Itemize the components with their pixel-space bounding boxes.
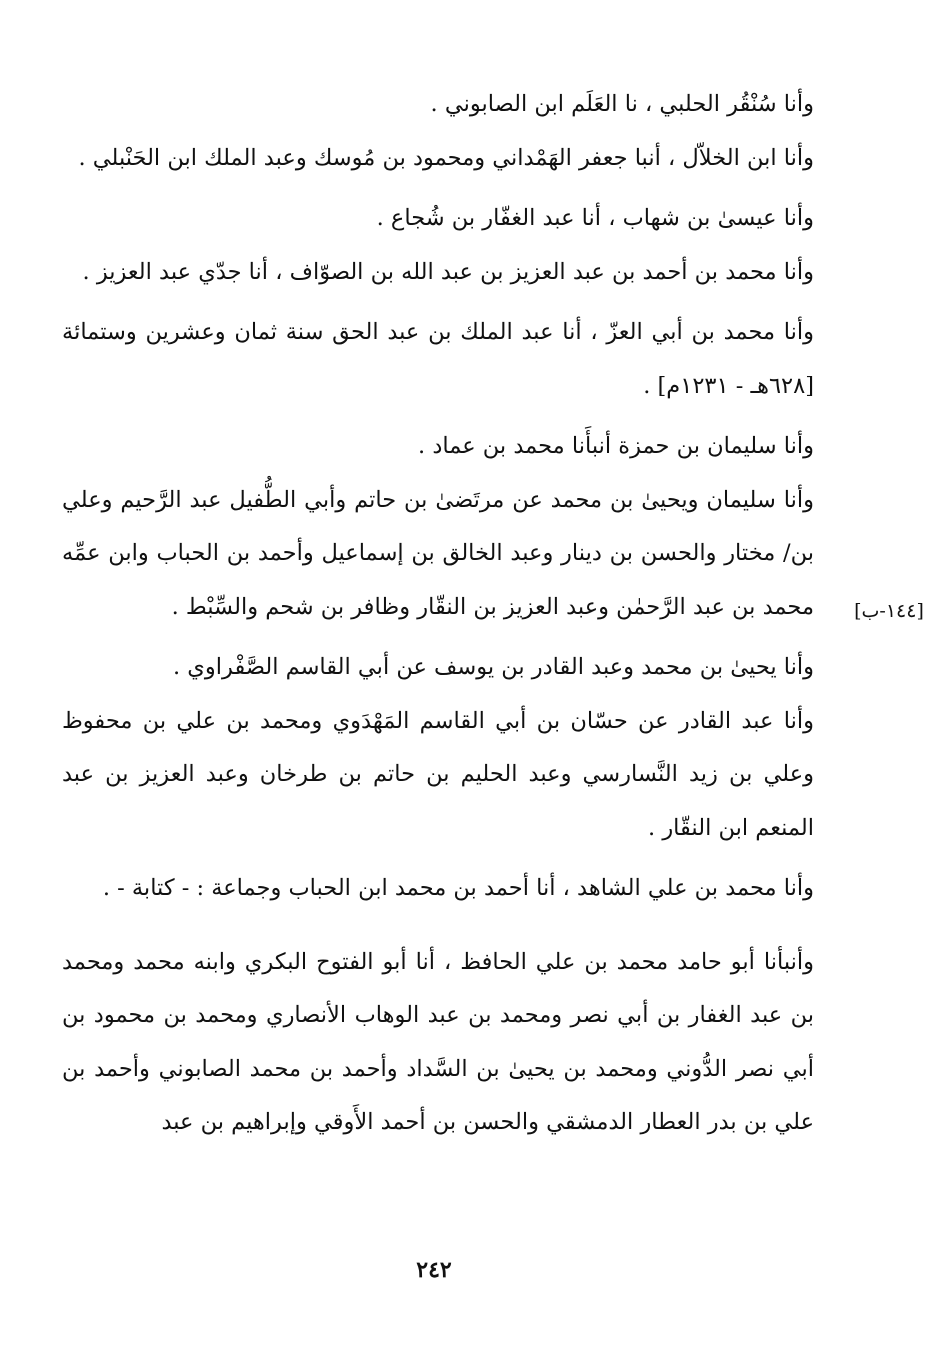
paragraph-4: وأنا محمد بن أحمد بن عبد العزيز بن عبد الله بن الصوّاف ، أنا جدّي عبد العزيز .: [82, 258, 814, 285]
body-text: [62, 78, 814, 1150]
paragraph-6: وأنا سليمان بن حمزة أنبأَنا محمد بن عماد .: [418, 433, 814, 459]
paragraph-3: وأنا عيسىٰ بن شهاب ، أنا عبد الغفّار بن شُجاع .: [376, 205, 814, 231]
paragraph-8: وأنا يحيىٰ بن محمد وعبد القادر بن يوسف عن أبي القاسم الصَّفْراوي .: [173, 654, 814, 680]
paragraph-11: وأنبأنا أبو حامد محمد بن علي الحافظ ، أنا أبو الفتوح البكري وابنه محمد ومحمد بن عبد الغفار بن أبي نصر ومحمد بن عبد الوهاب الأنصاري ومحمد بن محمود بن أبي نصر الدُّوني ومحمد بن يحيىٰ بن السَّداد وأحمد بن محمد الصابوني وأحمد بن علي بن بدر العطار الدمشقي والحسن بن أحمد الأَوقي وإبراهيم بن عبد: [62, 948, 814, 1135]
paragraph-9: وأنا عبد القادر عن حسّان بن أبي القاسم المَهْدَوي ومحمد بن علي بن محفوظ وعلي بن زيد النَّسارسي وعبد الحليم بن حاتم بن طرخان وعبد العزيز بن عبد المنعم ابن النقّار .: [62, 707, 814, 841]
paragraph-1: وأنا سُنْقُر الحلبي ، نا العَلَم ابن الصابوني .: [430, 91, 814, 117]
paragraph-7: وأنا سليمان ويحيىٰ بن محمد عن مرتَضىٰ بن حاتم وأبي الطُّفيل عبد الرَّحيم وعلي بن/ مختار والحسن بن دينار وعبد الخالق بن إسماعيل وأحمد بن الحباب وابن عمِّه محمد بن عبد الرَّحمٰن وعبد العزيز بن النقّار وظافر بن شحم والسِّبْط .: [62, 486, 814, 620]
manuscript-folio-note: [١٤٤-ب]: [854, 600, 924, 622]
paragraph-10: وأنا محمد بن علي الشاهد ، أنا أحمد بن محمد ابن الحباب وجماعة : - كتابة - .: [102, 875, 814, 901]
paragraph-5: وأنا محمد بن أبي العزّ ، أنا عبد الملك بن عبد الحق سنة ثمان وعشرين وستمائة [٦٢٨هـ - ١٢٣١م] .: [62, 319, 814, 399]
page-number: ٢٤٢: [416, 1257, 452, 1283]
paragraph-2: وأنا ابن الخلاّل ، أنبا جعفر الهَمْداني ومحمود بن مُوسك وعبد الملك ابن الحَنْبلي .: [78, 144, 814, 171]
